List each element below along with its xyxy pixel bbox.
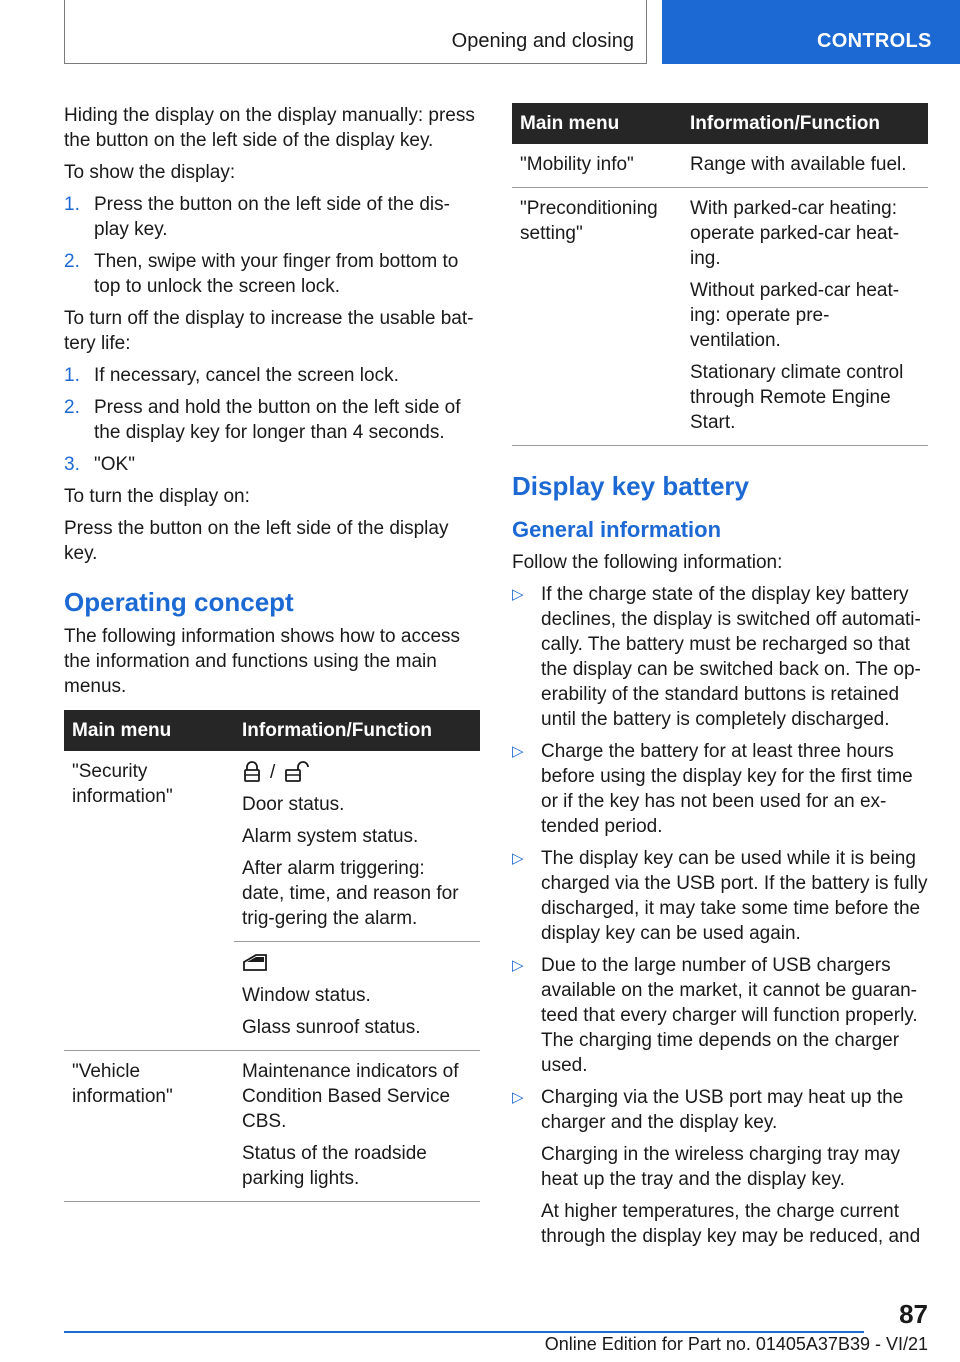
operating-concept-text: The following information shows how to access the information and functions using the main menus. [64,626,461,697]
col-header-information: Information/Function [682,103,928,144]
info-cell-windows [234,942,480,1051]
bullet-text: At higher temperatures, the charge current through the display key may be reduced, and [541,1201,921,1247]
heading-general-information: General information [512,517,722,542]
bullet-triangle-icon: ▷ [512,957,524,974]
menu-cell-vehicle: "Vehicle information" [64,1051,234,1202]
table-row [512,188,928,446]
bullet-text: Charging via the USB port may heat up the charger and the display key. [541,1087,904,1133]
edition-note: Online Edition for Part no. 01405A37B39 - VI/21 [544,1334,928,1354]
info-line: With parked-car heating: operate parked-car heat‐ing. [690,198,900,269]
page-number: 87 [899,1299,928,1329]
menu-cell-preconditioning: "Preconditioning setting" [512,188,682,446]
list-item [512,582,928,732]
table-header-row [64,710,480,751]
col-header-main-menu: Main menu [64,710,234,751]
door-lock-icon [242,761,262,783]
step-number: 1. [64,194,80,215]
info-line: Door status. [242,794,345,815]
bullet-text: Due to the large number of USB chargers available on the market, it cannot be guaran‐teed that every charger will function properly. The charging time depends on the charger used. [541,955,918,1076]
bullet-text: Charge the battery for at least three hours before using the display key for the first time or if the key has not been used for an ex‐tended period. [541,741,913,837]
step-number: 2. [64,251,80,272]
bullet-text: If the charge state of the display key battery declines, the display is switched off automati‐cally. The battery must be recharged so that the display can be switched back on. The op‐erability of the standard buttons is retained until the battery is completely discharged. [541,584,921,730]
bullet-triangle-icon: ▷ [512,586,524,603]
heading-display-key-battery: Display key battery [512,471,750,501]
main-menu-table [64,710,480,1202]
info-cell-preconditioning [682,188,928,446]
step-text: Then, swipe with your finger from bottom to top to unlock the screen lock. [94,251,459,297]
bullet-triangle-icon: ▷ [512,850,524,867]
show-display-intro: To show the display: [64,162,236,183]
list-item [64,363,480,388]
table-row [512,144,928,188]
follow-info-text: Follow the following information: [512,552,783,573]
step-text: Press the button on the left side of the dis‐play key. [94,194,450,240]
list-item [512,846,928,946]
chapter-label: CONTROLS [817,30,932,52]
right-column [512,103,928,1256]
list-item [64,249,480,299]
icon-separator: / [270,761,276,783]
step-number: 3. [64,454,80,475]
step-text: If necessary, cancel the screen lock. [94,365,399,386]
info-line: Maintenance indicators of Condition Based Service CBS. [242,1061,459,1132]
main-menu-table-continued [512,103,928,446]
table-row [64,1051,480,1202]
step-number: 1. [64,365,80,386]
security-icons [242,759,472,785]
info-line: Alarm system status. [242,826,419,847]
turn-off-steps [64,363,480,477]
turn-on-text: Press the button on the left side of the display key. [64,518,449,564]
info-line: Glass sunroof status. [242,1017,421,1038]
list-item [64,452,480,477]
bullet-triangle-icon: ▷ [512,1089,524,1106]
left-column [64,103,480,1202]
footer-divider [64,1331,864,1333]
list-item [512,1085,928,1249]
list-item [512,953,928,1078]
info-line: Stationary climate control through Remote Engine Start. [690,362,904,433]
menu-cell-mobility: "Mobility info" [512,144,682,188]
hide-display-text: Hiding the display on the display manually: press the button on the left side of the display key. [64,105,475,151]
bullet-text: Charging in the wireless charging tray may heat up the tray and the display key. [541,1144,901,1190]
show-display-steps [64,192,480,299]
car-window-icon [242,952,268,974]
bullet-triangle-icon: ▷ [512,743,524,760]
step-text: Press and hold the button on the left side of the display key for longer than 4 seconds. [94,397,461,443]
list-item [64,395,480,445]
step-text: "OK" [94,454,135,475]
turn-on-intro: To turn the display on: [64,486,250,507]
window-icons [242,950,472,976]
table-row [64,751,480,942]
heading-operating-concept: Operating concept [64,587,294,617]
info-cell-security [234,751,480,942]
list-item [64,192,480,242]
info-cell-mobility: Range with available fuel. [682,144,928,188]
info-line: Window status. [242,985,371,1006]
door-unlock-icon [283,761,313,783]
info-line: Without parked-car heat‐ing: operate pre-ventilation. [690,280,900,351]
col-header-main-menu: Main menu [512,103,682,144]
chapter-tab [662,0,960,64]
bullet-text: The display key can be used while it is being charged via the USB port. If the battery is fully discharged, it may take some time before the display key can be used again. [541,848,928,944]
table-header-row [512,103,928,144]
turn-off-intro: To turn off the display to increase the usable bat‐tery life: [64,308,474,354]
step-number: 2. [64,397,80,418]
info-cell-vehicle [234,1051,480,1202]
info-line: After alarm triggering: date, time, and reason for trig‐gering the alarm. [242,858,459,929]
col-header-information: Information/Function [234,710,480,751]
info-line: Status of the roadside parking lights. [242,1143,427,1189]
section-title: Opening and closing [451,30,634,52]
list-item [512,739,928,839]
battery-info-list [512,582,928,1249]
menu-cell-security: "Security information" [64,751,234,1051]
